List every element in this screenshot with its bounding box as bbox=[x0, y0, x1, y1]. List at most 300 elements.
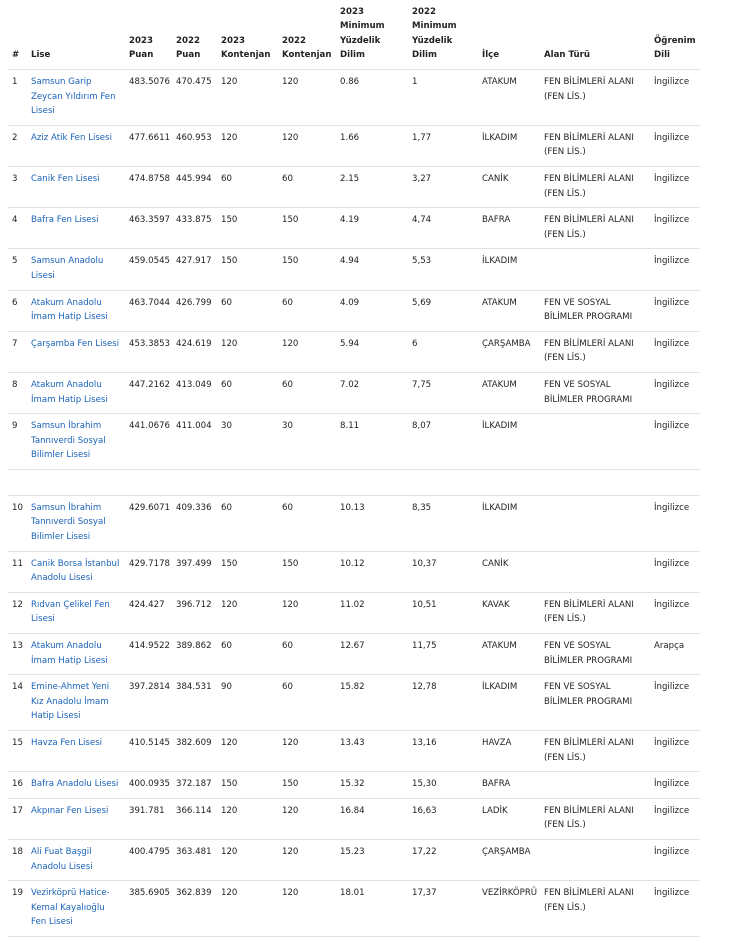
percentile-2022: 15,30 bbox=[412, 779, 437, 790]
district-cell bbox=[478, 125, 540, 166]
quota-2023-cell bbox=[217, 331, 278, 372]
quota-2022-cell bbox=[278, 372, 336, 413]
score-2023-cell bbox=[125, 125, 172, 166]
field-type-cell bbox=[540, 731, 650, 772]
row-number: 12 bbox=[12, 599, 23, 610]
percentile-2022-cell bbox=[408, 125, 478, 166]
field-type-cell bbox=[540, 290, 650, 331]
school-link-cell bbox=[27, 495, 125, 551]
score-2022-cell bbox=[172, 331, 217, 372]
quota-2022-cell bbox=[278, 70, 336, 126]
field-type-cell bbox=[540, 551, 650, 592]
row-number: 10 bbox=[12, 502, 23, 513]
field-type: FEN BİLİMLERİ ALANI (FEN LİS.) bbox=[544, 77, 634, 102]
language-cell bbox=[650, 731, 700, 772]
school-link[interactable]: Ali Fuat Başgil Anadolu Lisesi bbox=[31, 846, 93, 872]
score-2023: 397.2814 bbox=[129, 682, 171, 693]
district-cell bbox=[478, 551, 540, 592]
percentile-2023: 1.66 bbox=[340, 132, 360, 143]
quota-2022: 150 bbox=[282, 215, 299, 226]
quota-2022: 120 bbox=[282, 888, 299, 899]
col-header-no: # bbox=[8, 0, 27, 70]
percentile-2023: 10.12 bbox=[340, 558, 365, 569]
field-type-cell bbox=[540, 675, 650, 731]
quota-2022-cell bbox=[278, 881, 336, 937]
percentile-2023: 12.67 bbox=[340, 641, 365, 652]
language: İngilizce bbox=[654, 379, 690, 390]
field-type-cell bbox=[540, 125, 650, 166]
school-link[interactable]: Bafra Anadolu Lisesi bbox=[31, 779, 119, 790]
score-2022: 382.609 bbox=[176, 738, 212, 748]
row-number-cell bbox=[8, 881, 27, 937]
language: İngilizce bbox=[654, 599, 690, 610]
table-row bbox=[8, 839, 700, 880]
school-link[interactable]: Emine-Ahmet Yeni Kız Anadolu İmam Hatip Lisesi bbox=[31, 682, 110, 722]
language-cell bbox=[650, 166, 700, 207]
district: HAVZA bbox=[482, 738, 512, 748]
quota-2023-cell bbox=[217, 290, 278, 331]
score-2022-cell bbox=[172, 772, 217, 799]
field-type-cell bbox=[540, 372, 650, 413]
score-2022-cell bbox=[172, 70, 217, 126]
percentile-2022: 6 bbox=[412, 338, 418, 349]
language-cell bbox=[650, 592, 700, 633]
table-row bbox=[8, 249, 700, 290]
table-row bbox=[8, 372, 700, 413]
language: İngilizce bbox=[654, 256, 690, 267]
district: ATAKUM bbox=[482, 297, 517, 308]
school-link-cell bbox=[27, 881, 125, 937]
schools-table bbox=[8, 0, 700, 937]
percentile-2022: 1 bbox=[412, 77, 418, 87]
quota-2022: 60 bbox=[282, 682, 293, 693]
quota-2023: 150 bbox=[221, 256, 238, 267]
score-2023: 483.5076 bbox=[129, 77, 171, 87]
row-number-cell bbox=[8, 634, 27, 675]
school-link[interactable]: Samsun Garip Zeycan Yıldırım Fen Lisesi bbox=[31, 77, 116, 117]
language-cell bbox=[650, 772, 700, 799]
percentile-2022: 12,78 bbox=[412, 682, 437, 693]
percentile-2023-cell bbox=[336, 839, 408, 880]
spacer-cell bbox=[8, 469, 700, 495]
district: ATAKUM bbox=[482, 379, 517, 390]
language-cell bbox=[650, 125, 700, 166]
percentile-2022: 5,53 bbox=[412, 256, 432, 267]
percentile-2022: 5,69 bbox=[412, 297, 432, 308]
language: İngilizce bbox=[654, 846, 690, 857]
quota-2022-cell bbox=[278, 495, 336, 551]
score-2022: 397.499 bbox=[176, 558, 212, 569]
school-link-cell bbox=[27, 290, 125, 331]
quota-2023: 60 bbox=[221, 379, 232, 390]
percentile-2023: 11.02 bbox=[340, 599, 365, 610]
percentile-2022: 10,51 bbox=[412, 599, 437, 610]
quota-2023: 120 bbox=[221, 599, 238, 610]
score-2022-cell bbox=[172, 551, 217, 592]
quota-2023: 60 bbox=[221, 297, 232, 308]
quota-2022: 60 bbox=[282, 379, 293, 390]
percentile-2023: 4.94 bbox=[340, 256, 360, 267]
percentile-2022: 1,77 bbox=[412, 132, 432, 143]
score-2023-cell bbox=[125, 166, 172, 207]
score-2023: 447.2162 bbox=[129, 379, 171, 390]
score-2022: 409.336 bbox=[176, 502, 212, 513]
field-type: FEN VE SOSYAL BİLİMLER PROGRAMI bbox=[544, 379, 633, 405]
quota-2022-cell bbox=[278, 772, 336, 799]
col-header-2023-kontenjan: 2023 Kontenjan bbox=[217, 0, 278, 70]
language-cell bbox=[650, 839, 700, 880]
percentile-2022-cell bbox=[408, 798, 478, 839]
district: BAFRA bbox=[482, 779, 511, 790]
district: İLKADIM bbox=[482, 502, 518, 513]
col-header-2023-puan: 2023 Puan bbox=[125, 0, 172, 70]
quota-2022-cell bbox=[278, 290, 336, 331]
percentile-2023-cell bbox=[336, 675, 408, 731]
quota-2023: 90 bbox=[221, 682, 232, 693]
quota-2022: 120 bbox=[282, 846, 299, 857]
quota-2023-cell bbox=[217, 675, 278, 731]
percentile-2022: 8,07 bbox=[412, 421, 432, 432]
percentile-2022-cell bbox=[408, 249, 478, 290]
school-link-cell bbox=[27, 372, 125, 413]
score-2022: 427.917 bbox=[176, 256, 212, 267]
score-2022-cell bbox=[172, 290, 217, 331]
score-2023: 477.6611 bbox=[129, 132, 171, 143]
score-2022: 424.619 bbox=[176, 338, 212, 349]
row-number-cell bbox=[8, 675, 27, 731]
school-link-cell bbox=[27, 249, 125, 290]
quota-2023: 60 bbox=[221, 173, 232, 184]
quota-2023-cell bbox=[217, 495, 278, 551]
score-2023-cell bbox=[125, 798, 172, 839]
row-number: 18 bbox=[12, 846, 23, 857]
score-2023-cell bbox=[125, 331, 172, 372]
school-link[interactable]: Rıdvan Çelikel Fen Lisesi bbox=[31, 599, 110, 625]
score-2023: 385.6905 bbox=[129, 888, 171, 899]
score-2022: 460.953 bbox=[176, 132, 212, 143]
score-2023-cell bbox=[125, 70, 172, 126]
language-cell bbox=[650, 495, 700, 551]
percentile-2022-cell bbox=[408, 414, 478, 470]
percentile-2022: 4,74 bbox=[412, 215, 432, 226]
percentile-2023-cell bbox=[336, 551, 408, 592]
quota-2023: 120 bbox=[221, 738, 238, 748]
district-cell bbox=[478, 881, 540, 937]
percentile-2022: 16,63 bbox=[412, 805, 437, 816]
school-link-cell bbox=[27, 772, 125, 799]
field-type-cell bbox=[540, 839, 650, 880]
language: İngilizce bbox=[654, 738, 690, 748]
score-2022-cell bbox=[172, 495, 217, 551]
quota-2022: 150 bbox=[282, 558, 299, 569]
percentile-2023: 4.19 bbox=[340, 215, 360, 226]
percentile-2022-cell bbox=[408, 166, 478, 207]
quota-2023-cell bbox=[217, 839, 278, 880]
score-2023-cell bbox=[125, 839, 172, 880]
row-number-cell bbox=[8, 798, 27, 839]
school-link[interactable]: Atakum Anadolu İmam Hatip Lisesi bbox=[31, 297, 108, 323]
score-2023: 441.0676 bbox=[129, 421, 171, 432]
school-link-cell bbox=[27, 675, 125, 731]
quota-2022: 120 bbox=[282, 599, 299, 610]
percentile-2023-cell bbox=[336, 372, 408, 413]
row-number-cell bbox=[8, 70, 27, 126]
col-header-ogrenim-dili: Öğrenim Dili bbox=[650, 0, 700, 70]
quota-2022: 120 bbox=[282, 132, 299, 143]
row-number-cell bbox=[8, 551, 27, 592]
quota-2022: 60 bbox=[282, 173, 293, 184]
quota-2022: 120 bbox=[282, 805, 299, 816]
language: İngilizce bbox=[654, 421, 690, 432]
score-2023-cell bbox=[125, 249, 172, 290]
field-type: FEN BİLİMLERİ ALANI (FEN LİS.) bbox=[544, 805, 634, 831]
percentile-2023-cell bbox=[336, 592, 408, 633]
score-2023: 400.0935 bbox=[129, 779, 171, 790]
school-link-cell bbox=[27, 208, 125, 249]
table-row bbox=[8, 495, 700, 551]
percentile-2023-cell bbox=[336, 208, 408, 249]
language: İngilizce bbox=[654, 805, 690, 816]
district-cell bbox=[478, 70, 540, 126]
row-number-cell bbox=[8, 839, 27, 880]
school-link-cell bbox=[27, 634, 125, 675]
language: İngilizce bbox=[654, 77, 690, 87]
district: ÇARŞAMBA bbox=[482, 338, 531, 349]
field-type-cell bbox=[540, 70, 650, 126]
district-cell bbox=[478, 166, 540, 207]
table-row bbox=[8, 208, 700, 249]
language-cell bbox=[650, 798, 700, 839]
district-cell bbox=[478, 772, 540, 799]
table-row bbox=[8, 798, 700, 839]
language-cell bbox=[650, 208, 700, 249]
score-2023: 463.7044 bbox=[129, 297, 171, 308]
percentile-2022: 11,75 bbox=[412, 641, 437, 652]
quota-2022-cell bbox=[278, 208, 336, 249]
percentile-2023: 15.23 bbox=[340, 846, 365, 857]
school-link-cell bbox=[27, 592, 125, 633]
language: İngilizce bbox=[654, 297, 690, 308]
district: BAFRA bbox=[482, 215, 511, 226]
quota-2022: 60 bbox=[282, 297, 293, 308]
school-link[interactable]: Çarşamba Fen Lisesi bbox=[31, 338, 120, 349]
district-cell bbox=[478, 731, 540, 772]
percentile-2023: 13.43 bbox=[340, 738, 365, 748]
quota-2023: 150 bbox=[221, 779, 238, 790]
percentile-2023: 15.32 bbox=[340, 779, 365, 790]
quota-2023: 120 bbox=[221, 338, 238, 349]
quota-2022: 150 bbox=[282, 256, 299, 267]
quota-2023-cell bbox=[217, 249, 278, 290]
quota-2022: 120 bbox=[282, 338, 299, 349]
school-link[interactable]: Akpınar Fen Lisesi bbox=[31, 805, 109, 816]
score-2023-cell bbox=[125, 731, 172, 772]
row-number: 8 bbox=[12, 379, 18, 390]
school-link[interactable]: Bafra Fen Lisesi bbox=[31, 215, 99, 226]
language: İngilizce bbox=[654, 682, 690, 693]
score-2022: 372.187 bbox=[176, 779, 212, 790]
score-2023: 410.5145 bbox=[129, 738, 171, 748]
language-cell bbox=[650, 881, 700, 937]
district-cell bbox=[478, 372, 540, 413]
percentile-2023: 15.82 bbox=[340, 682, 365, 693]
district: İLKADIM bbox=[482, 132, 518, 143]
field-type-cell bbox=[540, 166, 650, 207]
quota-2023-cell bbox=[217, 592, 278, 633]
score-2023-cell bbox=[125, 772, 172, 799]
table-row bbox=[8, 675, 700, 731]
score-2023: 414.9522 bbox=[129, 641, 171, 652]
table-row bbox=[8, 634, 700, 675]
school-link[interactable]: Canik Borsa İstanbul Anadolu Lisesi bbox=[31, 558, 120, 584]
language: İngilizce bbox=[654, 502, 690, 513]
school-link[interactable]: Vezirköprü Hatice-Kemal Kayalıoğlu Fen Lisesi bbox=[31, 888, 110, 928]
district: KAVAK bbox=[482, 599, 510, 610]
col-header-2022-kontenjan: 2022 Kontenjan bbox=[278, 0, 336, 70]
percentile-2022: 17,22 bbox=[412, 846, 437, 857]
score-2023-cell bbox=[125, 495, 172, 551]
col-header-lise: Lise bbox=[27, 0, 125, 70]
score-2023: 429.6071 bbox=[129, 502, 171, 513]
quota-2022-cell bbox=[278, 331, 336, 372]
language: İngilizce bbox=[654, 173, 690, 184]
field-type: FEN VE SOSYAL BİLİMLER PROGRAMI bbox=[544, 641, 633, 666]
row-number-cell bbox=[8, 290, 27, 331]
percentile-2023: 5.94 bbox=[340, 338, 360, 349]
quota-2022: 30 bbox=[282, 421, 293, 432]
district: İLKADIM bbox=[482, 421, 518, 432]
percentile-2023: 16.84 bbox=[340, 805, 365, 816]
percentile-2023-cell bbox=[336, 70, 408, 126]
district-cell bbox=[478, 414, 540, 470]
percentile-2022-cell bbox=[408, 208, 478, 249]
row-number: 11 bbox=[12, 558, 23, 569]
school-link[interactable]: Samsun Anadolu Lisesi bbox=[31, 256, 104, 281]
score-2022-cell bbox=[172, 634, 217, 675]
school-link[interactable]: Atakum Anadolu İmam Hatip Lisesi bbox=[31, 379, 108, 405]
quota-2023-cell bbox=[217, 125, 278, 166]
field-type: FEN VE SOSYAL BİLİMLER PROGRAMI bbox=[544, 297, 633, 323]
field-type: FEN BİLİMLERİ ALANI (FEN LİS.) bbox=[544, 132, 634, 158]
row-number-cell bbox=[8, 414, 27, 470]
field-type-cell bbox=[540, 208, 650, 249]
percentile-2022: 17,37 bbox=[412, 888, 437, 899]
score-2022-cell bbox=[172, 881, 217, 937]
score-2022-cell bbox=[172, 414, 217, 470]
quota-2023-cell bbox=[217, 372, 278, 413]
score-2023: 391.781 bbox=[129, 805, 165, 816]
district: İLKADIM bbox=[482, 682, 518, 693]
field-type: FEN BİLİMLERİ ALANI (FEN LİS.) bbox=[544, 215, 634, 240]
district: CANİK bbox=[482, 173, 509, 184]
quota-2022: 120 bbox=[282, 77, 299, 87]
score-2023-cell bbox=[125, 881, 172, 937]
score-2022: 413.049 bbox=[176, 379, 212, 390]
table-row bbox=[8, 592, 700, 633]
district: LADİK bbox=[482, 805, 508, 816]
field-type-cell bbox=[540, 414, 650, 470]
school-link[interactable]: Havza Fen Lisesi bbox=[31, 738, 103, 748]
percentile-2023-cell bbox=[336, 125, 408, 166]
school-link-cell bbox=[27, 731, 125, 772]
percentile-2023: 8.11 bbox=[340, 421, 360, 432]
score-2023-cell bbox=[125, 414, 172, 470]
school-link[interactable]: Samsun İbrahim Tannıverdi Sosyal Bilimler Lisesi bbox=[31, 421, 106, 461]
col-header-2023-yuzdelik: 2023 Minimum Yüzdelik Dilim bbox=[336, 0, 408, 70]
quota-2022-cell bbox=[278, 166, 336, 207]
percentile-2022-cell bbox=[408, 731, 478, 772]
field-type: FEN BİLİMLERİ ALANI (FEN LİS.) bbox=[544, 173, 634, 199]
field-type: FEN BİLİMLERİ ALANI (FEN LİS.) bbox=[544, 888, 634, 913]
quota-2022-cell bbox=[278, 125, 336, 166]
language-cell bbox=[650, 634, 700, 675]
score-2022-cell bbox=[172, 166, 217, 207]
district-cell bbox=[478, 634, 540, 675]
row-number: 2 bbox=[12, 132, 18, 143]
district-cell bbox=[478, 592, 540, 633]
score-2023-cell bbox=[125, 372, 172, 413]
field-type-cell bbox=[540, 798, 650, 839]
school-link[interactable]: Canik Fen Lisesi bbox=[31, 173, 100, 184]
field-type: FEN BİLİMLERİ ALANI (FEN LİS.) bbox=[544, 599, 634, 625]
row-number: 16 bbox=[12, 779, 23, 790]
quota-2023: 120 bbox=[221, 132, 238, 143]
quota-2022-cell bbox=[278, 731, 336, 772]
row-number: 15 bbox=[12, 738, 23, 748]
percentile-2023: 0.86 bbox=[340, 77, 360, 87]
language-cell bbox=[650, 290, 700, 331]
district: VEZİRKÖPRÜ bbox=[482, 888, 538, 899]
score-2022: 384.531 bbox=[176, 682, 212, 693]
district: ÇARŞAMBA bbox=[482, 846, 531, 857]
school-link[interactable]: Atakum Anadolu İmam Hatip Lisesi bbox=[31, 641, 108, 666]
quota-2023-cell bbox=[217, 881, 278, 937]
quota-2022: 60 bbox=[282, 502, 293, 513]
district-cell bbox=[478, 331, 540, 372]
district-cell bbox=[478, 495, 540, 551]
row-number: 13 bbox=[12, 641, 23, 652]
school-link-cell bbox=[27, 331, 125, 372]
field-type-cell bbox=[540, 772, 650, 799]
school-link-cell bbox=[27, 125, 125, 166]
school-link[interactable]: Aziz Atik Fen Lisesi bbox=[31, 132, 112, 143]
score-2023: 400.4795 bbox=[129, 846, 171, 857]
percentile-2023-cell bbox=[336, 166, 408, 207]
quota-2023-cell bbox=[217, 634, 278, 675]
percentile-2022-cell bbox=[408, 495, 478, 551]
percentile-2023-cell bbox=[336, 290, 408, 331]
percentile-2022: 10,37 bbox=[412, 558, 437, 569]
school-link[interactable]: Samsun İbrahim Tannıverdi Sosyal Bilimler Lisesi bbox=[31, 502, 106, 543]
row-number: 14 bbox=[12, 682, 23, 693]
row-number: 7 bbox=[12, 338, 18, 349]
percentile-2022: 3,27 bbox=[412, 173, 432, 184]
score-2023: 424.427 bbox=[129, 599, 165, 610]
district-cell bbox=[478, 798, 540, 839]
quota-2023-cell bbox=[217, 798, 278, 839]
percentile-2023-cell bbox=[336, 881, 408, 937]
percentile-2022-cell bbox=[408, 592, 478, 633]
language-cell bbox=[650, 551, 700, 592]
col-header-ilce: İlçe bbox=[478, 0, 540, 70]
quota-2022-cell bbox=[278, 634, 336, 675]
quota-2022-cell bbox=[278, 414, 336, 470]
percentile-2022-cell bbox=[408, 772, 478, 799]
row-number-cell bbox=[8, 331, 27, 372]
percentile-2022-cell bbox=[408, 290, 478, 331]
score-2023: 453.3853 bbox=[129, 338, 171, 349]
table-row bbox=[8, 70, 700, 126]
